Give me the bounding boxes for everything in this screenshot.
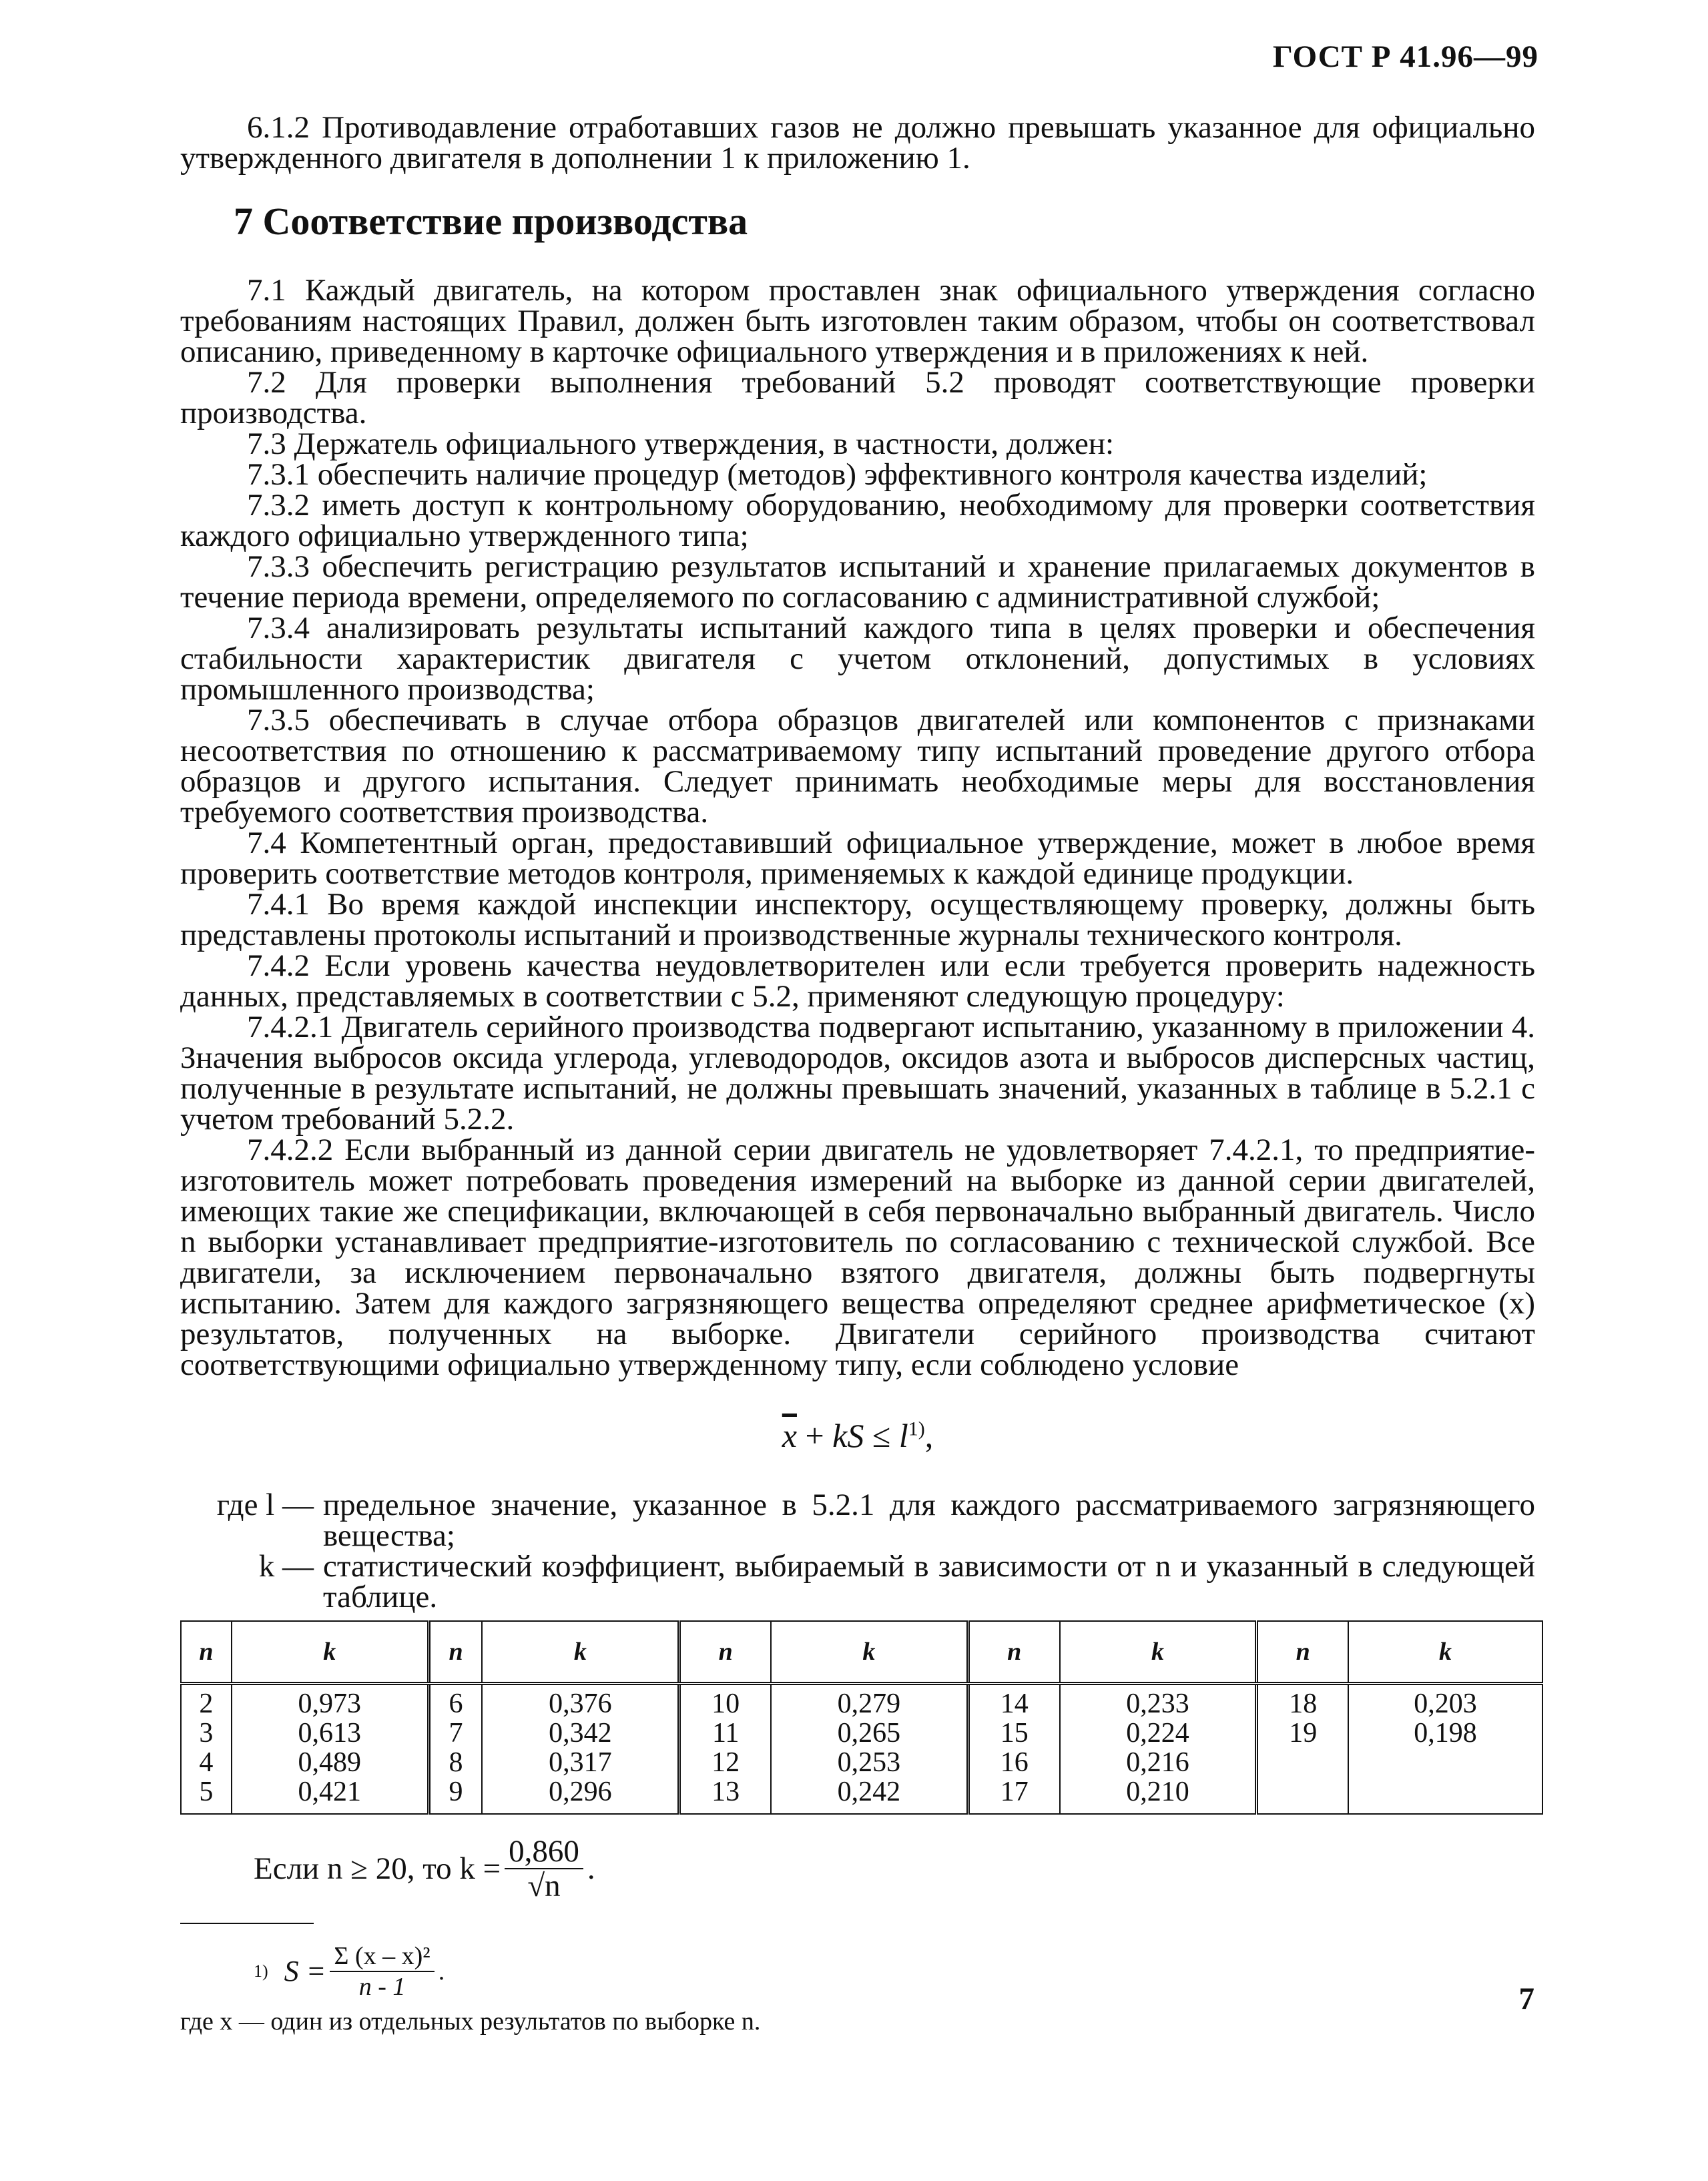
footnote-note: где x — один из отдельных результатов по выборке n. xyxy=(180,2007,761,2036)
formula-xbar: $\overline{x}$ xyxy=(782,1417,797,1454)
footnote-fraction xyxy=(330,1941,434,2001)
cell-n: 18 19 xyxy=(1257,1684,1348,1815)
header-k: k xyxy=(771,1621,968,1684)
paragraph: 7.4.1 Во время каждой инспекции инспектору, осуществляющему проверку, должны быть представлены протоколы испытаний и производственные журналы технического контроля. xyxy=(180,887,1535,952)
formula-plus: + xyxy=(805,1417,824,1454)
paragraph: 7.4.2.2 Если выбранный из данной серии двигатель не удовлетворяет 7.4.2.1, то предприятие-изготовитель может потребовать проведения измерений на выборке из данной серии двигателей, имеющих такие же спецификации, включающей в себя первоначально выбранный двигатель. Число n выборки устанавливает предприятие-изготовитель по согласованию с технической службой. Все двигатели, за исключением первоначально взятого двигателя, должны быть подвергнуты испытанию. Затем для каждого загрязняющего вещества определяют среднее арифметическое (x) результатов, полученных на выборке. Двигатели серийного производства считают соответствующими официально утвержденному типу, если соблюдено условие xyxy=(180,1133,1535,1382)
cell-k: 0,233 0,224 0,216 0,210 xyxy=(1060,1684,1257,1815)
formula-footnote-ref: 1) xyxy=(908,1418,925,1440)
cell-k: 0,973 0,613 0,489 0,421 xyxy=(232,1684,429,1815)
cell-n: 10 11 12 13 xyxy=(679,1684,771,1815)
formula-tail: , xyxy=(924,1417,934,1454)
condition-suffix: . xyxy=(587,1851,595,1886)
formula-l: l xyxy=(898,1417,908,1454)
footnote-marker: 1) xyxy=(254,1961,268,1981)
header-k: k xyxy=(482,1621,679,1684)
header-k: k xyxy=(1060,1621,1257,1684)
conformity-formula xyxy=(180,1416,1535,1455)
condition-numerator: 0,860 xyxy=(505,1835,583,1869)
definitions xyxy=(180,1490,1535,1612)
cell-n: 2 3 4 5 xyxy=(181,1684,232,1815)
condition-denominator: √n xyxy=(527,1869,561,1903)
footnote xyxy=(180,1941,1535,2036)
footnote-divider xyxy=(180,1923,314,1924)
page-content xyxy=(180,112,1535,2036)
paragraph: 7.1 Каждый двигатель, на котором проставлен знак официального утверждения согласно требованиям настоящих Правил, должен быть изготовлен таким образом, чтобы он соответствовал описанию, приведенному в карточке официального утверждения и в приложениях к ней. xyxy=(180,273,1535,369)
paragraph: 7.3.1 обеспечить наличие процедур (методов) эффективного контроля качества изделий; xyxy=(247,457,1428,492)
footnote-formula xyxy=(254,1941,1535,2001)
paragraph: 7.4.2.1 Двигатель серийного производства подвергают испытанию, указанному в приложении 4. Значения выбросов оксида углерода, углеводородов, оксидов азота и выбросов дисперсных частиц, полученные в результате испытаний, не должны превышать значений, указанных в таблице в 5.2.1 с учетом требований 5.2.2. xyxy=(180,1010,1535,1137)
formula-leq: ≤ xyxy=(872,1417,891,1454)
footnote-numerator: Σ (x – x)² xyxy=(330,1941,434,1972)
header-n: n xyxy=(181,1621,232,1684)
paragraph: 7.3 Держатель официального утверждения, в частности, должен: xyxy=(247,426,1115,461)
definition-k xyxy=(180,1551,1535,1612)
definition-text: предельное значение, указанное в 5.2.1 для каждого рассматриваемого загрязняющего вещества; xyxy=(323,1488,1535,1553)
cell-n: 14 15 16 17 xyxy=(968,1684,1059,1815)
condition-prefix: Если n ≥ 20, то k = xyxy=(254,1851,501,1886)
definition-text: статистический коэффициент, выбираемый в зависимости от n и указанный в следующей таблице. xyxy=(323,1549,1535,1614)
header-n: n xyxy=(429,1621,482,1684)
definition-key: k — xyxy=(258,1549,314,1584)
formula-ks: kS xyxy=(832,1417,864,1454)
header-n: n xyxy=(1257,1621,1348,1684)
footnote-lhs: S = xyxy=(284,1955,326,1987)
paragraph: 7.3.3 обеспечить регистрацию результатов испытаний и хранение прилагаемых документов в течение периода времени, определяемого по согласованию с административной службой; xyxy=(180,549,1535,615)
cell-k: 0,203 0,198 xyxy=(1348,1684,1542,1815)
page-number: 7 xyxy=(1518,1981,1534,2016)
paragraph: 7.3.5 обеспечивать в случае отбора образцов двигателей или компонентов с признаками несоответствия по отношению к рассматриваемому типу испытаний проведение другого отбора образцов и другого испытания. Следует принимать необходимые меры для восстановления требуемого соответствия производства. xyxy=(180,703,1535,830)
header-n: n xyxy=(679,1621,771,1684)
paragraph: 7.3.4 анализировать результаты испытаний каждого типа в целях проверки и обеспечения стабильности характеристик двигателя с учетом отклонений, допустимых в условиях промышленного производства; xyxy=(180,611,1535,707)
document-header: ГОСТ Р 41.96—99 xyxy=(1272,39,1538,74)
footnote-denominator: n - 1 xyxy=(358,1973,406,2001)
header-n: n xyxy=(968,1621,1059,1684)
paragraph: 7.3.2 иметь доступ к контрольному оборудованию, необходимому для проверки соответствия каждого официально утвержденного типа; xyxy=(180,488,1535,553)
k-coefficient-table xyxy=(180,1620,1543,1815)
cell-k: 0,279 0,265 0,253 0,242 xyxy=(771,1684,968,1815)
paragraph: 7.4.2 Если уровень качества неудовлетворителен или если требуется проверить надежность данных, представляемых в соответствии с 5.2, применяют следующую процедуру: xyxy=(180,948,1535,1014)
large-n-condition xyxy=(254,1835,1535,1903)
cell-k: 0,376 0,342 0,317 0,296 xyxy=(482,1684,679,1815)
paragraph-6-1-2: 6.1.2 Противодавление отработавших газов не должно превышать указанное для официально утвержденного двигателя в дополнении 1 к приложению 1. xyxy=(180,110,1535,176)
condition-fraction xyxy=(505,1835,583,1903)
table-header-row xyxy=(181,1621,1542,1684)
header-k: k xyxy=(232,1621,429,1684)
definition-l xyxy=(180,1490,1535,1551)
section-title: 7 Соответствие производства xyxy=(234,200,748,243)
definition-key: где l — xyxy=(216,1488,314,1522)
paragraph: 7.4 Компетентный орган, предоставивший официальное утверждение, может в любое время проверить соответствие методов контроля, применяемых к каждой единице продукции. xyxy=(180,826,1535,891)
cell-n: 6 7 8 9 xyxy=(429,1684,482,1815)
footnote-suffix: . xyxy=(438,1957,445,1985)
paragraph: 7.2 Для проверки выполнения требований 5.2 проводят соответствующие проверки производства. xyxy=(180,365,1535,430)
table-row xyxy=(181,1684,1542,1815)
header-k: k xyxy=(1348,1621,1542,1684)
